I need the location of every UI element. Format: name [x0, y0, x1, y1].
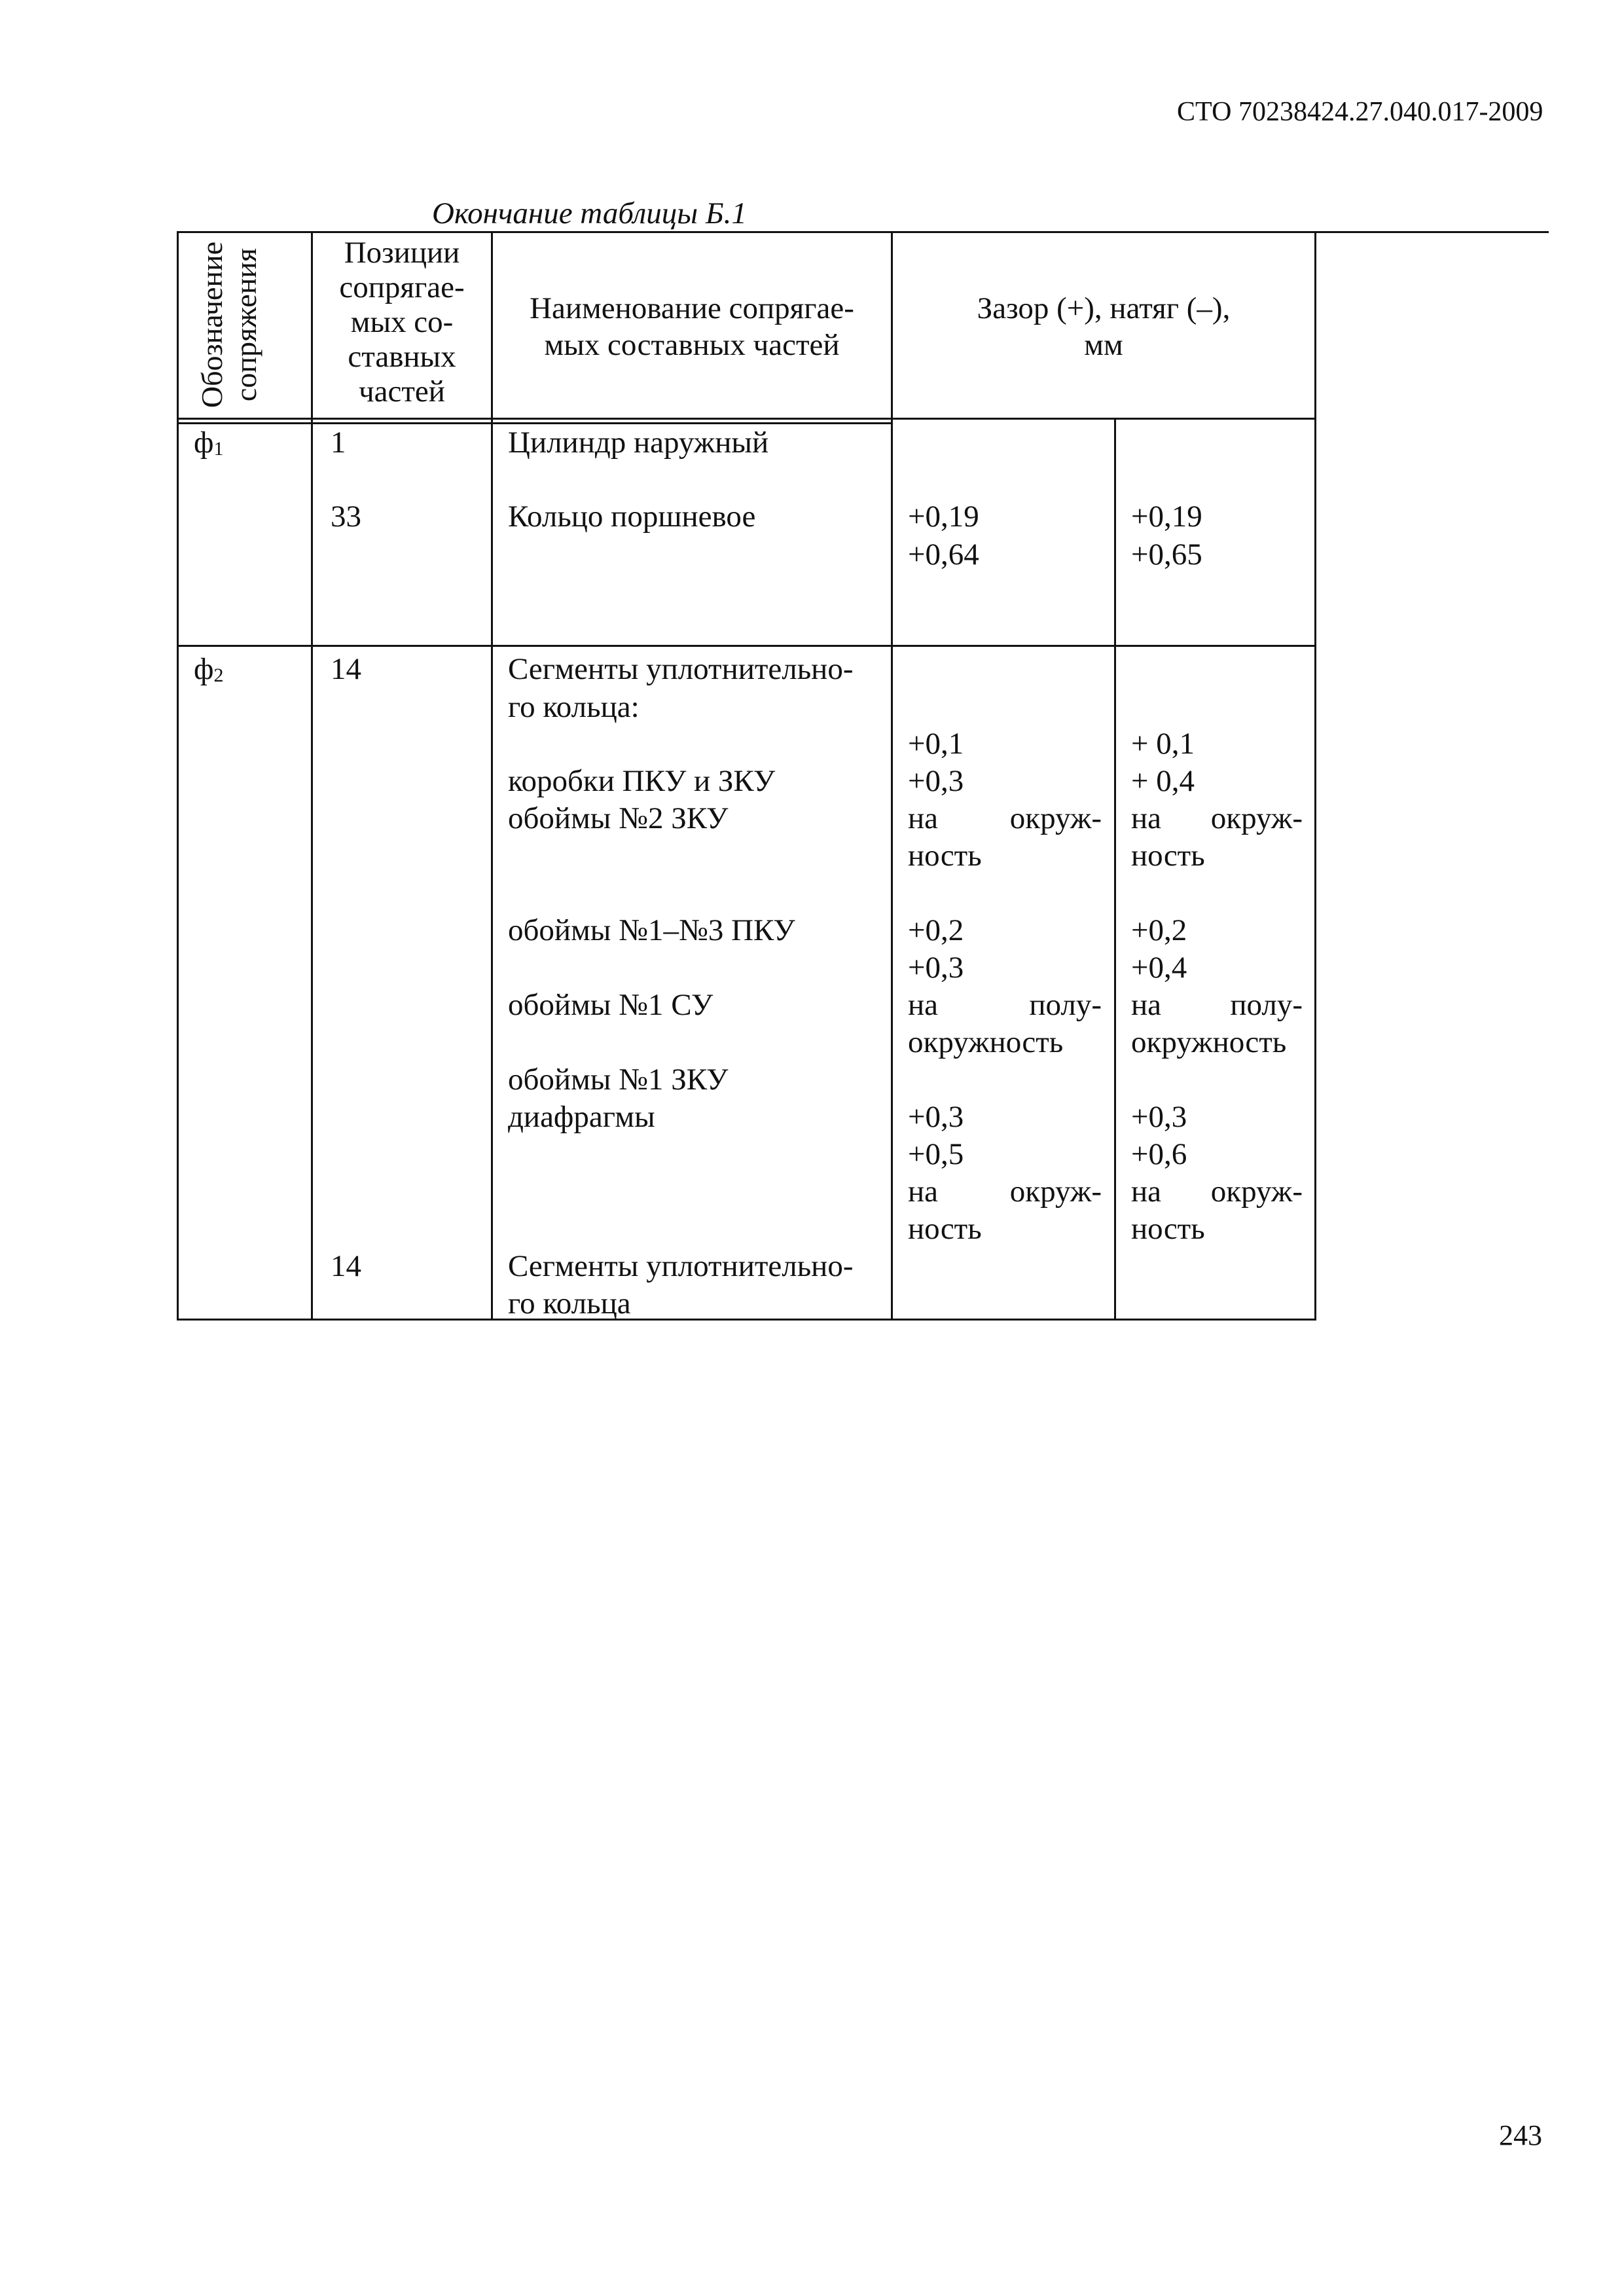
header-designation	[195, 232, 263, 418]
row2-col1-word: на	[908, 801, 939, 835]
row2-col1-value: +0,3	[908, 951, 964, 985]
header-names-line: Наименование сопрягае-	[530, 291, 854, 325]
row1-designation	[194, 424, 223, 465]
row2-col2-value	[1131, 986, 1303, 1024]
row1-col2-value: +0,19	[1131, 500, 1202, 534]
row1-col1-value: +0,64	[908, 538, 979, 572]
row2-col1-value	[908, 986, 1102, 1024]
header-designation-line1: Обозначение	[195, 241, 228, 409]
row2-col1-value: +0,3	[908, 764, 964, 798]
row2-name-line: го кольца:	[508, 690, 640, 724]
header-positions-line: частей	[359, 374, 445, 409]
row2-col2-value: + 0,4	[1131, 764, 1195, 798]
table-bottom-rule	[177, 1319, 1316, 1321]
header-clearance-line: мм	[1084, 328, 1123, 362]
row1-mark: ф	[194, 426, 214, 460]
row2-col2-value	[1131, 799, 1303, 837]
row2-col1-word: на	[908, 1175, 939, 1209]
row2-col2-word: окруж-	[1210, 1175, 1303, 1209]
row2-col1-value: +0,3	[908, 1100, 964, 1134]
row2-name-line: Сегменты уплотнительно-	[508, 1249, 854, 1283]
row1-col2-value: +0,65	[1131, 538, 1202, 572]
header-designation-line2: сопряжения	[229, 247, 262, 402]
row2-name-line: диафрагмы	[508, 1100, 655, 1134]
row2-col1-value: ность	[908, 1212, 982, 1246]
row1-col1	[908, 498, 979, 574]
row2-col1-word: окруж-	[1009, 801, 1102, 835]
row2-col1-value	[908, 799, 1102, 837]
row2-col2-word: на	[1131, 801, 1162, 835]
row2-col1-value: +0,1	[908, 727, 964, 761]
row2-col2-value: ность	[1131, 1212, 1205, 1246]
row2-mark-index: 2	[213, 665, 224, 686]
row2-position-1: 14	[331, 652, 361, 686]
row2-col2-word: окруж-	[1210, 801, 1303, 835]
header-positions-line: сопрягае-	[339, 270, 465, 304]
row2-col1-value: +0,5	[908, 1137, 964, 1171]
table-border-left	[177, 231, 179, 1321]
header-positions-line: Позиции	[344, 236, 460, 270]
row2-name-line: обоймы №1–№3 ПКУ	[508, 913, 795, 947]
row2-col1-value: ность	[908, 839, 982, 873]
row2-col2-word: на	[1131, 1175, 1162, 1209]
table-divider-2	[491, 231, 493, 1321]
row2-name-line: обоймы №1 ЗКУ	[508, 1063, 729, 1097]
row2-name-line: коробки ПКУ и ЗКУ	[508, 764, 776, 798]
header-positions	[313, 236, 491, 409]
row2-col2-value: +0,3	[1131, 1100, 1187, 1134]
table-top-rule	[177, 231, 1549, 233]
header-names-line: мых составных частей	[544, 328, 840, 362]
row1-position-2: 33	[331, 500, 361, 534]
row2-col1-value	[908, 1173, 1102, 1211]
row2-position-2: 14	[331, 1249, 361, 1283]
row2-col2-value: +0,2	[1131, 913, 1187, 947]
row1-position-1: 1	[331, 426, 346, 460]
row2-col1-word: полу-	[1029, 988, 1102, 1022]
header-positions-line: мых со-	[350, 305, 454, 339]
row1-name-1: Цилиндр наружный	[508, 426, 769, 460]
row2-col1-value: +0,2	[908, 913, 964, 947]
table-divider-3	[891, 231, 893, 1321]
table-caption: Окончание таблицы Б.1	[432, 196, 747, 230]
row2-col1-word: на	[908, 988, 939, 1022]
row2-name-line: го кольца	[508, 1286, 631, 1321]
page-number: 243	[1499, 2119, 1542, 2151]
table-divider-4	[1114, 418, 1116, 1321]
row2-col2-word: на	[1131, 988, 1162, 1022]
row2-name-text: Сегменты уплотнительно-	[508, 652, 854, 686]
header-bottom-rule	[177, 418, 1316, 420]
row-separator	[177, 645, 1316, 647]
header-clearance-line: Зазор (+), натяг (–),	[977, 291, 1231, 325]
row2-col2-value: +0,6	[1131, 1137, 1187, 1171]
row2-col1-value: окружность	[908, 1025, 1064, 1059]
row2-col2-value: +0,4	[1131, 951, 1187, 985]
row2-col1-word: окруж-	[1009, 1175, 1102, 1209]
table-border-right	[1314, 231, 1316, 1321]
row1-col1-value: +0,19	[908, 500, 979, 534]
row1-name-2: Кольцо поршневое	[508, 500, 756, 534]
row2-col2-value	[1131, 1173, 1303, 1211]
row2-col2-value: окружность	[1131, 1025, 1287, 1059]
row1-col2	[1131, 498, 1202, 574]
row2-name-line	[508, 650, 879, 688]
row2-mark: ф	[194, 652, 214, 686]
header-positions-line: ставных	[348, 340, 456, 374]
row2-name-line: обоймы №1 СУ	[508, 988, 713, 1022]
row2-col2-value: ность	[1131, 839, 1205, 873]
header-names	[493, 290, 891, 363]
row2-name-line: обоймы №2 ЗКУ	[508, 801, 729, 835]
row2-designation	[194, 650, 223, 692]
document-code: СТО 70238424.27.040.017-2009	[1177, 97, 1543, 127]
row2-col2-value: + 0,1	[1131, 727, 1195, 761]
header-clearance	[893, 290, 1314, 363]
row2-col2-word: полу-	[1230, 988, 1303, 1022]
row1-mark-index: 1	[213, 438, 224, 460]
